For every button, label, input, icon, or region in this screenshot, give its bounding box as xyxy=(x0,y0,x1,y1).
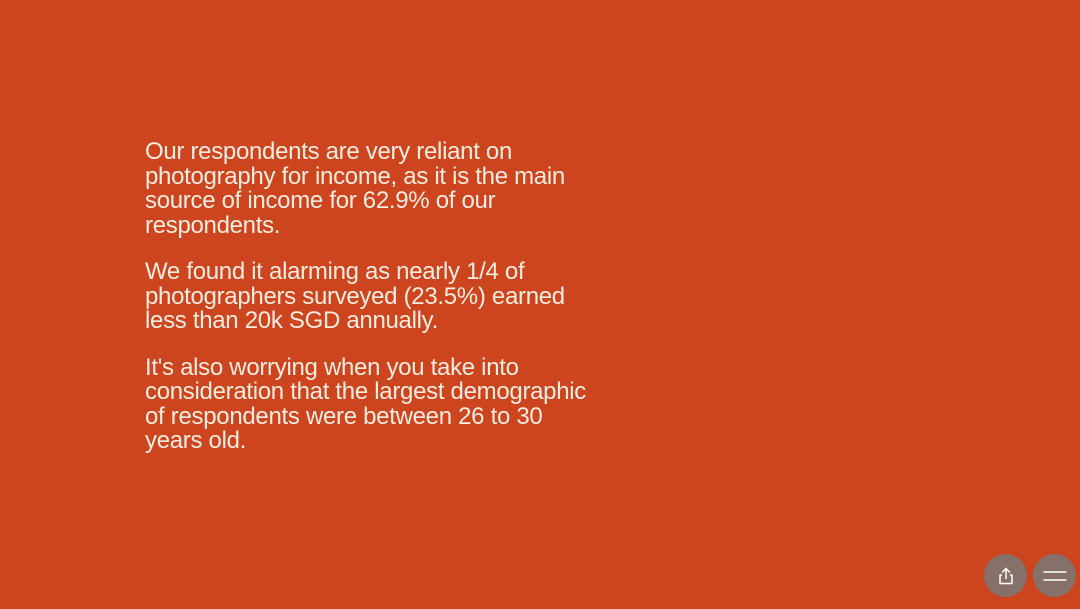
menu-button[interactable] xyxy=(1033,554,1076,597)
share-icon xyxy=(996,566,1016,586)
share-button[interactable] xyxy=(984,554,1027,597)
menu-icon xyxy=(1042,568,1068,584)
slide-text-block xyxy=(145,140,605,476)
paragraph-low-earnings: We found it alarming as nearly 1/4 of photographers surveyed (23.5%) earned less than 20k SGD annually. xyxy=(145,258,565,334)
paragraph-income-reliance: Our respondents are very reliant on photography for income, as it is the main source of income for 62.9% of our respondents. xyxy=(145,138,565,239)
slide-controls xyxy=(984,554,1076,597)
paragraph-demographic: It's also worrying when you take into consideration that the largest demographic of respondents were between 26 to 30 years old. xyxy=(145,353,587,454)
